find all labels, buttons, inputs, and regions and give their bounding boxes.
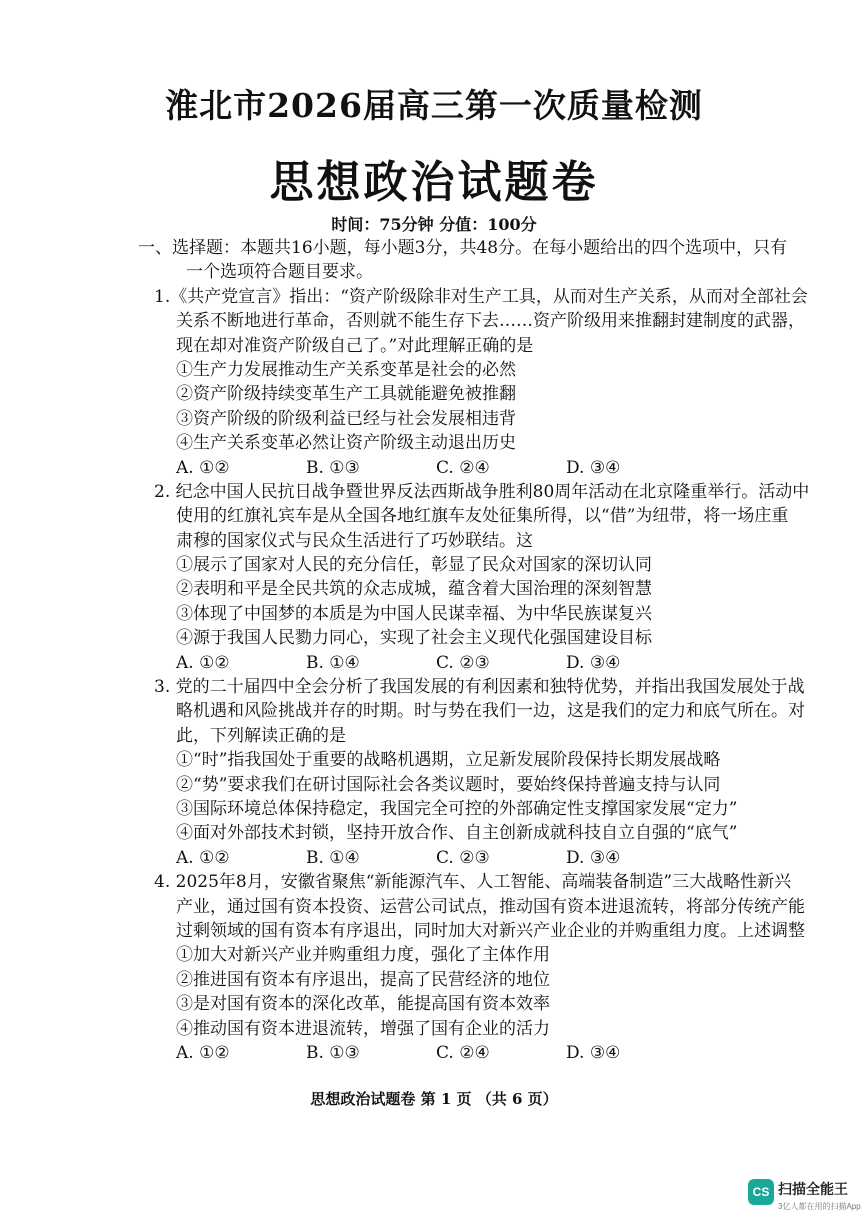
page-footer: 思想政治试题卷 第 1 页 （共 6 页）: [310, 1090, 558, 1108]
option-d: D. ③④: [566, 652, 621, 673]
statement: ③资产阶级的阶级利益已经与社会发展相违背: [176, 408, 516, 429]
option-d: D. ③④: [566, 1042, 621, 1063]
statement: ①展示了国家对人民的充分信任，彰显了民众对国家的深切认同: [176, 555, 652, 576]
question-stem-line: 略机遇和风险挑战并存的时期。时与势在我们一边，这是我们的定力和底气所在。对: [176, 701, 805, 722]
question-stem-line: 1.《共产党宣言》指出：“资产阶级除非对生产工具，从而对生产关系，从而对全部社会: [154, 286, 808, 307]
option-c: C. ②④: [436, 457, 490, 478]
answer-options: [154, 1041, 814, 1065]
option-d: D. ③④: [566, 457, 621, 478]
question-stem-line: 3. 党的二十届四中全会分析了我国发展的有利因素和独特优势，并指出我国发展处于战: [154, 677, 805, 698]
statement: ②资产阶级持续变革生产工具就能避免被推翻: [176, 384, 516, 405]
question-1: [154, 285, 814, 480]
camscanner-logo-icon: CS: [748, 1179, 774, 1205]
question-2: [154, 480, 814, 675]
answer-options: [154, 846, 814, 870]
option-b: B. ①③: [306, 1042, 360, 1063]
option-d: D. ③④: [566, 847, 621, 868]
statement: ③国际环境总体保持稳定，我国完全可控的外部确定性支撑国家发展“定力”: [176, 798, 738, 819]
section-line: 一个选项符合题目要求。: [186, 262, 373, 283]
subject-title: 思想政治试题卷: [269, 157, 599, 208]
option-c: C. ②④: [436, 1042, 490, 1063]
watermark-app-name: 扫描全能王: [778, 1181, 848, 1197]
option-c: C. ②③: [436, 652, 490, 673]
question-stem-line: 过剩领域的国有资本有序退出，同时加大对新兴产业企业的并购重组力度。上述调整: [176, 920, 805, 941]
option-a: A. ①②: [176, 1042, 230, 1063]
section-instruction: [138, 236, 814, 285]
section-line: 一、选择题：本题共16小题，每小题3分，共48分。在每小题给出的四个选项中，只有: [138, 238, 788, 258]
question-stem-line: 2. 纪念中国人民抗日战争暨世界反法西斯战争胜利80周年活动在北京隆重举行。活动中: [154, 481, 810, 502]
option-a: A. ①②: [176, 652, 230, 673]
question-stem-line: 4. 2025年8月，安徽省聚焦“新能源汽车、人工智能、高端装备制造”三大战略性新兴: [154, 872, 792, 893]
statement: ②“势”要求我们在研讨国际社会各类议题时，要始终保持普遍支持与认同: [176, 774, 721, 795]
option-a: A. ①②: [176, 457, 230, 478]
question-3: [154, 675, 814, 870]
statement: ④生产关系变革必然让资产阶级主动退出历史: [176, 433, 516, 454]
answer-options: [154, 651, 814, 675]
answer-options: [154, 456, 814, 480]
statement: ③是对国有资本的深化改革，能提高国有资本效率: [176, 994, 550, 1015]
question-content: [138, 236, 814, 1065]
question-stem-line: 产业，通过国有资本投资、运营公司试点，推动国有资本进退流转，将部分传统产能: [176, 896, 805, 917]
question-stem-line: 关系不断地进行革命，否则就不能生存下去……资产阶级用来推翻封建制度的武器，: [176, 311, 805, 332]
option-b: B. ①③: [306, 457, 360, 478]
question-stem-line: 使用的红旗礼宾车是从全国各地红旗车友处征集所得，以“借”为纽带，将一场庄重: [176, 506, 789, 527]
statement: ②推进国有资本有序退出，提高了民营经济的地位: [176, 969, 550, 990]
exam-title: 淮北市2026届高三第一次质量检测: [165, 86, 703, 125]
statement: ④推动国有资本进退流转，增强了国有企业的活力: [176, 1018, 550, 1039]
watermark-slogan: 3亿人都在用的扫描App: [778, 1202, 861, 1211]
statement: ①加大对新兴产业并购重组力度，强化了主体作用: [176, 945, 550, 966]
question-stem-line: 现在却对准资产阶级自己了。”对此理解正确的是: [176, 335, 534, 356]
statement: ④源于我国人民勠力同心，实现了社会主义现代化强国建设目标: [176, 628, 652, 649]
statement: ②表明和平是全民共筑的众志成城，蕴含着大国治理的深刻智慧: [176, 579, 652, 600]
scanner-watermark: [748, 1177, 861, 1215]
question-stem-line: 肃穆的国家仪式与民众生活进行了巧妙联结。这: [176, 530, 533, 551]
option-c: C. ②③: [436, 847, 490, 868]
statement: ③体现了中国梦的本质是为中国人民谋幸福、为中华民族谋复兴: [176, 603, 652, 624]
option-b: B. ①④: [306, 652, 360, 673]
question-4: [154, 870, 814, 1065]
statement: ①生产力发展推动生产关系变革是社会的必然: [176, 359, 516, 380]
question-stem-line: 此，下列解读正确的是: [176, 725, 346, 746]
statement: ①“时”指我国处于重要的战略机遇期，立足新发展阶段保持长期发展战略: [176, 750, 721, 771]
option-a: A. ①②: [176, 847, 230, 868]
time-score-line: 时间：75分钟 分值：100分: [331, 215, 537, 234]
statement: ④面对外部技术封锁，坚持开放合作、自主创新成就科技自立自强的“底气”: [176, 823, 738, 844]
option-b: B. ①④: [306, 847, 360, 868]
